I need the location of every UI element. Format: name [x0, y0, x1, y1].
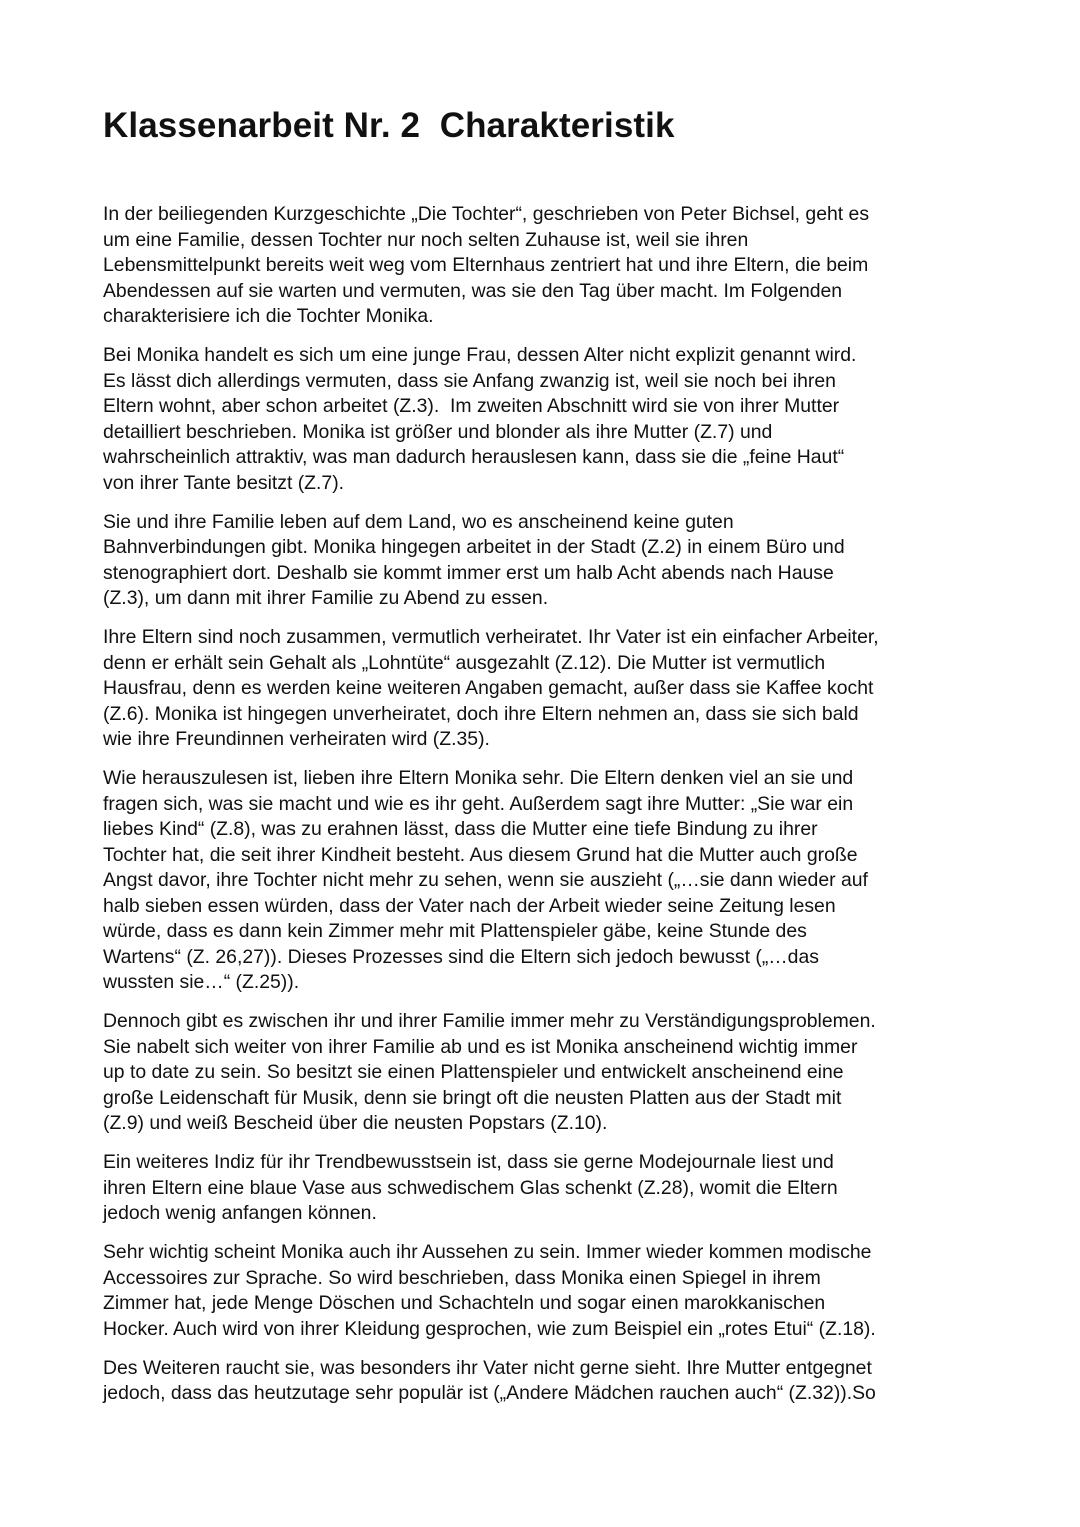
paragraph	[103, 1356, 1003, 1407]
paragraph	[103, 1150, 1003, 1227]
text-line: In der beiliegenden Kurzgeschichte „Die Tochter“, geschrieben von Peter Bichsel, geht es	[103, 203, 870, 225]
text-line: Sie und ihre Familie leben auf dem Land, wo es anscheinend keine guten	[103, 510, 734, 533]
text-line: Dennoch gibt es zwischen ihr und ihrer Familie immer mehr zu Verständigungsproblemen.	[103, 1010, 876, 1032]
text-line: Zimmer hat, jede Menge Döschen und Schachteln und sogar einen marokkanischen	[103, 1292, 826, 1314]
text-line: von ihrer Tante besitzt (Z.7).	[103, 471, 345, 494]
text-line: Sehr wichtig scheint Monika auch ihr Aussehen zu sein. Immer wieder kommen modische	[103, 1241, 872, 1263]
paragraph	[103, 202, 1003, 330]
text-line: wie ihre Freundinnen verheiraten wird (Z.35).	[103, 728, 490, 750]
text-line: Bahnverbindungen gibt. Monika hingegen arbeitet in der Stadt (Z.2) in einem Büro und	[103, 536, 845, 558]
paragraph	[103, 766, 1003, 996]
paragraph	[103, 343, 1003, 496]
text-line: up to date zu sein. So besitzt sie einen Plattenspieler und entwickelt anscheinend eine	[103, 1061, 844, 1083]
text-line: Es lässt dich allerdings vermuten, dass sie Anfang zwanzig ist, weil sie noch bei ihren	[103, 369, 836, 392]
text-line: Bei Monika handelt es sich um eine junge Frau, dessen Alter nicht explizit genannt wird.	[103, 344, 857, 366]
text-line: Angst davor, ihre Tochter nicht mehr zu sehen, wenn sie auszieht („…sie dann wieder auf	[103, 869, 868, 891]
text-line: Ein weiteres Indiz für ihr Trendbewusstsein ist, dass sie gerne Modejournale liest und	[103, 1151, 834, 1173]
text-line: halb sieben essen würden, dass der Vater nach der Arbeit wieder seine Zeitung lesen	[103, 894, 836, 917]
text-line: Abendessen auf sie warten und vermuten, was sie den Tag über macht. Im Folgenden	[103, 279, 843, 302]
paragraph	[103, 1240, 1003, 1342]
text-line: charakterisiere ich die Tochter Monika.	[103, 305, 434, 327]
text-line: große Leidenschaft für Musik, denn sie bringt oft die neusten Platten aus der Stadt mit	[103, 1086, 842, 1109]
text-line: Accessoires zur Sprache. So wird beschrieben, dass Monika einen Spiegel in ihrem	[103, 1266, 821, 1289]
text-line: (Z.9) und weiß Bescheid über die neusten Popstars (Z.10).	[103, 1112, 608, 1134]
paragraph	[103, 625, 1003, 753]
text-line: fragen sich, was sie macht und wie es ihr geht. Außerdem sagt ihre Mutter: „Sie war ein	[103, 792, 854, 815]
document-body	[103, 202, 1003, 1420]
text-line: Wartens“ (Z. 26,27)). Dieses Prozesses sind die Eltern sich jedoch bewusst („…das	[103, 945, 819, 968]
text-line: Wie herauszulesen ist, lieben ihre Eltern Monika sehr. Die Eltern denken viel an sie und	[103, 767, 854, 789]
text-line: Lebensmittelpunkt bereits weit weg vom Elternhaus zentriert hat und ihre Eltern, die beim	[103, 254, 869, 276]
text-line: wahrscheinlich attraktiv, was man dadurch herauslesen kann, dass sie die „feine Haut“	[103, 446, 845, 468]
text-line: jedoch, dass das heutzutage sehr populär ist („Andere Mädchen rauchen auch“ (Z.32)).So	[103, 1382, 876, 1404]
text-line: ihren Eltern eine blaue Vase aus schwedischem Glas schenkt (Z.28), womit die Eltern	[103, 1176, 838, 1199]
text-line: detailliert beschrieben. Monika ist größer und blonder als ihre Mutter (Z.7) und	[103, 420, 773, 443]
text-line: würde, dass es dann kein Zimmer mehr mit Plattenspieler gäbe, keine Stunde des	[103, 920, 807, 942]
text-line: (Z.6). Monika ist hingegen unverheiratet, doch ihre Eltern nehmen an, dass sie sich bald	[103, 702, 859, 725]
text-line: Des Weiteren raucht sie, was besonders ihr Vater nicht gerne sieht. Ihre Mutter entgegnet	[103, 1356, 872, 1379]
text-line: Tochter hat, die seit ihrer Kindheit besteht. Aus diesem Grund hat die Mutter auch große	[103, 843, 858, 866]
text-line: jedoch wenig anfangen können.	[103, 1202, 377, 1224]
text-line: Ihre Eltern sind noch zusammen, vermutlich verheiratet. Ihr Vater ist ein einfacher Arbeiter,	[103, 626, 879, 648]
text-line: (Z.3), um dann mit ihrer Familie zu Abend zu essen.	[103, 587, 549, 609]
paragraph	[103, 1009, 1003, 1137]
paragraph	[103, 510, 1003, 612]
text-line: Hocker. Auch wird von ihrer Kleidung gesprochen, wie zum Beispiel ein „rotes Etui“ (Z.18).	[103, 1317, 876, 1340]
text-line: wussten sie…“ (Z.25)).	[103, 971, 300, 993]
text-line: Sie nabelt sich weiter von ihrer Familie ab und es ist Monika anscheinend wichtig immer	[103, 1035, 858, 1058]
document-title: Klassenarbeit Nr. 2 Charakteristik	[103, 106, 675, 145]
text-line: liebes Kind“ (Z.8), was zu erahnen lässt, dass die Mutter eine tiefe Bindung zu ihrer	[103, 818, 818, 840]
text-line: stenographiert dort. Deshalb sie kommt immer erst um halb Acht abends nach Hause	[103, 561, 834, 584]
text-line: Hausfrau, denn es werden keine weiteren Angaben gemacht, außer dass sie Kaffee kocht	[103, 677, 874, 699]
text-line: denn er erhält sein Gehalt als „Lohntüte“ ausgezahlt (Z.12). Die Mutter ist vermutlich	[103, 651, 826, 674]
text-line: Eltern wohnt, aber schon arbeitet (Z.3). Im zweiten Abschnitt wird sie von ihrer Mutter	[103, 395, 840, 417]
text-line: um eine Familie, dessen Tochter nur noch selten Zuhause ist, weil sie ihren	[103, 228, 749, 251]
